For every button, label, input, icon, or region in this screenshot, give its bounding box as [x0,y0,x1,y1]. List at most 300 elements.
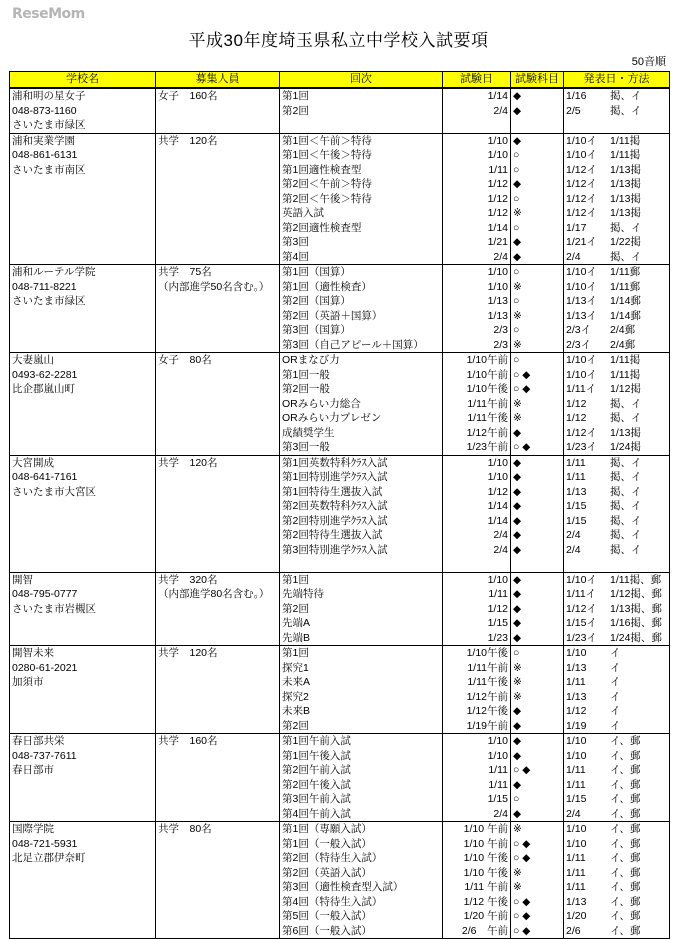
announcement-wrap [566,924,667,938]
round-name: 第3回（国算） [280,323,443,338]
exam-subjects [511,557,564,572]
header-subjects: 試験科目 [511,72,564,89]
exam-date: 1/11午後 [443,411,511,426]
announcement-date: 1/15 [566,514,587,527]
round-name: 第3回特別進学ｸﾗｽ入試 [280,543,443,558]
school-name: 浦和ルーテル学院 [12,266,96,278]
announcement-method: イ [610,719,621,732]
round-name: 先端B [280,631,443,646]
announcement-date: 1/13イ [566,295,597,308]
announcement-wrap [566,587,667,601]
announcement-date: 2/3イ [566,324,592,337]
round-name: 第2回午後入試 [280,778,443,793]
announcement-date: 1/11 [566,881,586,894]
announcement-wrap [566,411,667,425]
announcement-date: 1/12イ [566,178,597,191]
exam-subjects: ○ [511,148,564,163]
announcement [564,455,670,470]
announcement-method: イ、郵 [610,881,641,894]
exam-subjects: ※ [511,309,564,324]
announcement-wrap [566,895,667,909]
announcement-method: 1/11掲 [610,368,641,381]
announcement-wrap [566,616,667,630]
header-school-name: 学校名 [10,72,156,89]
announcement [564,837,670,852]
announcement-date: 1/13 [566,485,587,498]
exam-subjects: ○ ◆ [511,837,564,852]
announcement [564,675,670,690]
announcement [564,294,670,309]
round-name: 英語入試 [280,206,443,221]
admissions-table [9,71,670,939]
exam-subjects: ◆ [511,470,564,485]
round-name: 成績奨学生 [280,426,443,441]
announcement-method: イ、郵 [610,735,641,748]
announcement-method: 1/11掲 [610,354,641,367]
announcement-wrap [566,294,667,308]
round-name: 第2回一般 [280,382,443,397]
announcement-method: イ [610,647,621,660]
exam-subjects: ◆ [511,177,564,192]
announcement [564,792,670,807]
exam-date: 1/10 午前 [443,822,511,837]
quota-line: 共学 75名 [158,266,212,278]
announcement-date: 1/11 [566,676,586,689]
announcement-date: 1/12 [566,397,587,410]
announcement-wrap [566,880,667,894]
school-name: 大妻嵐山 [12,354,54,366]
school-area: さいたま市緑区 [12,295,86,307]
announcement-method: イ、郵 [610,866,641,879]
announcement [564,323,670,338]
round-name: 第1回午前入試 [280,734,443,749]
quota-cell [156,822,280,939]
announcement-method: 掲、イ [610,221,642,234]
quota-cell [156,646,280,734]
round-name: 第4回 [280,250,443,265]
announcement-method: 2/4郵 [610,324,636,337]
round-name: 第1回（一般入試） [280,837,443,852]
round-name: 第1回英数特科ｸﾗｽ入試 [280,455,443,470]
announcement [564,514,670,529]
exam-subjects [511,118,564,133]
announcement-date: 1/10 [566,647,587,660]
round-name: 探究1 [280,661,443,676]
exam-date: 1/10 [443,572,511,587]
school-area: 春日部市 [12,764,54,776]
announcement-date: 2/6 [566,924,581,937]
quota-cell [156,455,280,572]
announcement-date: 1/13イ [566,309,597,322]
announcement-method: 掲、イ [610,471,642,484]
announcement-wrap [566,866,667,880]
announcement-date: 1/13 [566,895,587,908]
announcement-wrap [566,89,667,103]
exam-subjects: ※ [511,675,564,690]
exam-subjects: ○ [511,265,564,280]
announcement-wrap [566,661,667,675]
quota-cell [156,133,280,265]
exam-subjects: ○ ◆ [511,895,564,910]
exam-subjects: ○ [511,294,564,309]
header-quota: 募集人員 [156,72,280,89]
school-name: 浦和明の星女子 [12,90,86,102]
exam-subjects: ◆ [511,807,564,822]
announcement-wrap [566,338,667,352]
exam-subjects: ○ [511,163,564,178]
exam-date: 1/14 [443,221,511,236]
school-area: 比企郡嵐山町 [12,383,75,395]
school-area: さいたま市岩槻区 [12,602,96,615]
round-name: 先端A [280,616,443,631]
announcement-method: 1/11掲 [610,149,641,162]
announcement-date: 2/4 [566,250,581,263]
quota-cell [156,734,280,822]
announcement [564,807,670,822]
exam-date: 1/10午後 [443,646,511,661]
announcement-wrap [566,148,667,162]
announcement [564,206,670,221]
exam-date: 1/10 [443,734,511,749]
round-name: 第2回＜午後＞特待 [280,192,443,207]
school-area: 加須市 [12,676,44,688]
announcement [564,485,670,500]
quota-cell [156,353,280,456]
announcement [564,426,670,441]
round-name: 第2回特待生選抜入試 [280,528,443,543]
announcement [564,749,670,764]
announcement-method: 掲、イ [610,250,642,263]
header-row [10,72,670,89]
exam-date: 1/12午前 [443,690,511,705]
exam-date [443,118,511,133]
exam-subjects: ◆ [511,631,564,646]
announcement-method: 掲、イ [610,514,642,527]
exam-date: 1/23 [443,631,511,646]
announcement-wrap [566,514,667,528]
announcement [564,631,670,646]
quota-line: 共学 80名 [158,823,212,835]
school-cell [10,88,156,133]
school-phone: 048-861-6131 [12,149,78,161]
round-name: 第2回 [280,719,443,734]
exam-subjects: ◆ [511,104,564,119]
announcement-wrap [566,807,667,821]
announcement-date: 1/21イ [566,236,597,249]
announcement-method: イ、郵 [610,764,641,777]
round-name: 第3回 [280,235,443,250]
announcement-wrap [566,163,667,177]
announcement [564,646,670,661]
exam-subjects: ◆ [511,543,564,558]
school-phone: 048-641-7161 [12,471,78,483]
round-name: 第1回（専願入試） [280,822,443,837]
round-name: 第1回＜午前＞特待 [280,133,443,148]
announcement [564,587,670,602]
school-area: さいたま市大宮区 [12,485,96,498]
announcement-method: イ、郵 [610,924,641,937]
announcement-method: 1/14郵 [610,309,641,322]
announcement-date: 2/5 [566,104,581,117]
exam-date: 1/11 [443,163,511,178]
round-name [280,557,443,572]
round-name: 第2回英数特科ｸﾗｽ入試 [280,499,443,514]
table-row [10,265,670,280]
announcement-date: 1/10イ [566,134,597,147]
exam-subjects: ◆ [511,528,564,543]
announcement [564,924,670,939]
exam-date: 1/11 [443,778,511,793]
round-name: 未来A [280,675,443,690]
exam-subjects: ○ [511,323,564,338]
exam-date: 1/10午前 [443,368,511,383]
exam-date: 1/23午前 [443,440,511,455]
exam-date: 1/15 [443,616,511,631]
exam-subjects: ◆ [511,499,564,514]
round-name: 第3回一般 [280,440,443,455]
exam-date: 2/3 [443,338,511,353]
round-name: 第1回＜午後＞特待 [280,148,443,163]
announcement-wrap [566,646,667,660]
exam-subjects: ○ [511,221,564,236]
round-name: 第2回適性検査型 [280,221,443,236]
announcement-wrap [566,749,667,763]
announcement [564,397,670,412]
round-name: ORみらい力プレゼン [280,411,443,426]
announcement-date: 1/10イ [566,266,597,279]
announcement-date: 1/12イ [566,163,597,176]
round-name: 未来B [280,704,443,719]
exam-subjects: ◆ [511,426,564,441]
exam-subjects: ◆ [511,485,564,500]
announcement-method: 1/13掲 [610,207,641,220]
announcement [564,265,670,280]
announcement-wrap [566,426,667,440]
exam-date: 1/10 [443,455,511,470]
resemom-logo: ReseMom [12,6,85,22]
announcement-wrap [566,822,667,836]
announcement-method: 2/4郵 [610,338,636,351]
exam-subjects: ※ [511,411,564,426]
announcement-date: 1/13 [566,661,587,674]
school-phone: 048-721-5931 [12,837,78,850]
announcement-date: 1/13 [566,690,587,703]
announcement [564,470,670,485]
announcement-method: 1/13掲 [610,192,641,205]
announcement-method: イ、郵 [610,778,641,791]
exam-date: 1/12 [443,485,511,500]
exam-date: 1/11 [443,587,511,602]
table-row [10,88,670,104]
round-name: 第2回（英語＋国算） [280,309,443,324]
announcement-wrap [566,382,667,396]
exam-date: 2/4 [443,543,511,558]
announcement-wrap [566,734,667,748]
announcement [564,368,670,383]
school-name: 大宮開成 [12,456,54,469]
round-name [280,118,443,133]
round-name: 第1回（適性検査） [280,280,443,295]
announcement-date: 1/11 [566,764,586,777]
sort-order-note: 50音順 [631,56,666,68]
exam-date: 2/6 午前 [443,924,511,939]
announcement-method: 1/11掲、郵 [610,573,662,586]
announcement [564,118,670,133]
exam-date: 2/4 [443,250,511,265]
announcement-wrap [566,528,667,542]
exam-date: 1/12 午後 [443,895,511,910]
exam-date: 1/20 午前 [443,909,511,924]
exam-date: 1/21 [443,235,511,250]
announcement-method: 掲、イ [610,104,642,117]
announcement [564,382,670,397]
announcement-wrap [566,851,667,865]
school-cell [10,353,156,456]
exam-date: 1/12 [443,192,511,207]
announcement-date: 1/10イ [566,354,597,367]
round-name: 第5回（一般入試） [280,909,443,924]
school-phone: 048-711-8221 [12,280,77,293]
exam-date: 1/10 [443,148,511,163]
announcement-wrap [566,397,667,411]
school-cell [10,133,156,265]
announcement-method: 1/24掲 [610,441,641,454]
announcement-date: 1/11 [566,852,586,865]
quota-line: 共学 120名 [158,647,218,659]
announcement-method: 掲、イ [610,485,642,498]
exam-subjects: ○ ◆ [511,924,564,939]
announcement-method: 掲、イ [610,90,642,103]
announcement-method: イ、郵 [610,852,641,865]
exam-subjects: ◆ [511,616,564,631]
announcement [564,572,670,587]
round-name: 第2回 [280,104,443,119]
announcement-method: 掲、イ [610,397,642,410]
table-row [10,353,670,368]
round-name: 第4回（特待生入試） [280,895,443,910]
exam-subjects: ※ [511,338,564,353]
school-cell [10,734,156,822]
announcement-date: 2/4 [566,529,581,542]
exam-subjects: ◆ [511,719,564,734]
announcement-method: イ、郵 [610,895,641,908]
table-row [10,646,670,661]
announcement-wrap [566,543,667,557]
quota-cell [156,88,280,133]
announcement [564,719,670,734]
school-name: 浦和実業学園 [12,134,75,147]
announcement-date: 1/10イ [566,573,597,586]
announcement-method: 1/11郵 [610,280,641,293]
exam-date: 1/14 [443,88,511,104]
announcement [564,880,670,895]
announcement-method: 掲、イ [610,456,642,469]
quota-line: （内部進学80名含む。） [158,588,270,600]
exam-date: 1/10 午前 [443,837,511,852]
announcement-wrap [566,192,667,206]
announcement-method: 掲、イ [610,529,642,542]
announcement-wrap [566,499,667,513]
exam-subjects: ◆ [511,235,564,250]
exam-subjects: ◆ [511,704,564,719]
announcement-wrap [566,602,667,616]
exam-subjects: ○ ◆ [511,763,564,778]
quota-line: （内部進学50名含む。） [158,280,270,293]
announcement [564,309,670,324]
announcement-method: 1/24掲、郵 [610,631,662,644]
school-phone: 048-873-1160 [12,104,77,117]
announcement-wrap [566,250,667,264]
announcement-date: 1/10イ [566,149,597,162]
announcement-date: 1/12イ [566,207,597,220]
announcement [564,499,670,514]
announcement-method: イ、郵 [610,837,641,850]
exam-subjects: ※ [511,206,564,221]
exam-date: 1/10 [443,470,511,485]
announcement [564,148,670,163]
announcement-method: 1/11掲 [610,134,641,147]
round-name: ORまなび力 [280,353,443,368]
table-row [10,822,670,837]
school-name: 春日部共栄 [12,735,65,747]
exam-date: 1/12 [443,602,511,617]
announcement-wrap [566,221,667,235]
announcement-wrap [566,719,667,733]
school-cell [10,265,156,353]
announcement-wrap [566,265,667,279]
school-phone: 048-795-0777 [12,588,78,600]
round-name: 第1回一般 [280,368,443,383]
announcement-date: 1/10 [566,749,587,762]
round-name: 第3回午前入試 [280,792,443,807]
exam-date: 1/10 午後 [443,851,511,866]
announcement-date: 1/10 [566,837,587,850]
announcement-wrap [566,206,667,220]
announcement-date: 1/15 [566,500,587,513]
exam-date: 1/14 [443,514,511,529]
announcement-wrap [566,631,667,645]
announcement-date: 1/12イ [566,192,597,205]
announcement-date: 1/19 [566,719,587,732]
exam-date: 1/11午前 [443,661,511,676]
round-name: 第6回（一般入試） [280,924,443,939]
round-name: 第1回（国算） [280,265,443,280]
quota-line: 女子 80名 [158,354,212,366]
announcement [564,411,670,426]
table-row [10,734,670,749]
exam-subjects: ○ ◆ [511,851,564,866]
exam-date: 1/10 [443,280,511,295]
announcement [564,338,670,353]
announcement-method: イ [610,705,621,718]
round-name: 第1回 [280,646,443,661]
header-announcement: 発表日・方法 [564,72,670,89]
announcement-wrap [566,235,667,249]
quota-cell [156,265,280,353]
exam-date: 1/13 [443,294,511,309]
announcement-wrap [566,763,667,777]
announcement-method: 掲、イ [610,412,642,425]
announcement-method: 1/22掲 [610,236,641,249]
announcement-method: 1/13掲 [610,426,641,439]
announcement-method: 1/16掲、郵 [610,617,662,630]
announcement-wrap [566,485,667,499]
announcement [564,866,670,881]
announcement [564,851,670,866]
exam-date: 1/11午後 [443,675,511,690]
announcement-method: 掲、イ [610,500,642,513]
round-name: 第2回（英語入試） [280,866,443,881]
